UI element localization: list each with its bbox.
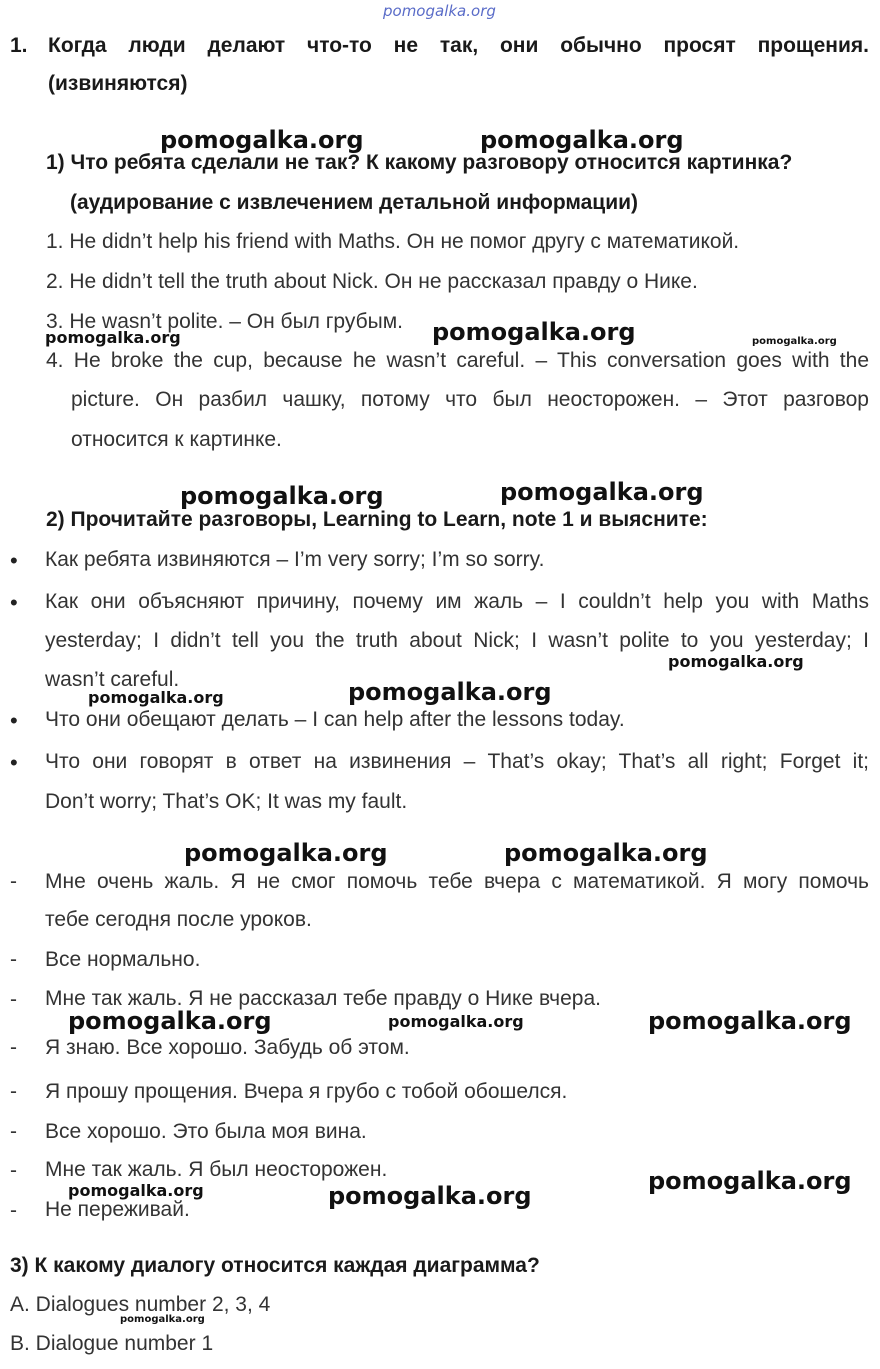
watermark: pomogalka.org bbox=[45, 328, 181, 347]
list-item-continuation: picture. Он разбил чашку, потому что был неосторожен. – Этот разговор bbox=[71, 388, 869, 411]
dialogue-dash: - bbox=[10, 948, 17, 971]
watermark: pomogalka.org bbox=[68, 1181, 204, 1200]
watermark: pomogalka.org bbox=[648, 1167, 852, 1195]
part1-subheading: (аудирование с извлечением детальной информации) bbox=[70, 191, 639, 214]
bullet-item: Что они говорят в ответ на извинения – That’s okay; That’s all right; Forget it; bbox=[45, 750, 869, 773]
part3-heading: 3) К какому диалогу относится каждая диаграмма? bbox=[10, 1254, 540, 1277]
answer-item: A. Dialogues number 2, 3, 4 bbox=[10, 1293, 271, 1316]
bullet-dot: • bbox=[10, 590, 18, 615]
dialogue-line: Не переживай. bbox=[45, 1198, 190, 1221]
dialogue-dash: - bbox=[10, 1120, 17, 1143]
watermark-top: pomogalka.org bbox=[383, 2, 496, 20]
dialogue-line: Я знаю. Все хорошо. Забудь об этом. bbox=[45, 1036, 410, 1059]
bullet-item-continuation: wasn’t careful. bbox=[45, 668, 180, 691]
watermark: pomogalka.org bbox=[68, 1007, 272, 1035]
dialogue-line-continuation: тебе сегодня после уроков. bbox=[45, 908, 312, 931]
watermark: pomogalka.org bbox=[480, 126, 684, 154]
section-number: 1. bbox=[10, 34, 28, 57]
dialogue-dash: - bbox=[10, 988, 17, 1011]
dialogue-line: Я прошу прощения. Вчера я грубо с тобой обошелся. bbox=[45, 1080, 568, 1103]
dialogue-line: Все хорошо. Это была моя вина. bbox=[45, 1120, 367, 1143]
watermark: pomogalka.org bbox=[160, 126, 364, 154]
list-item: 1. He didn’t help his friend with Maths. Он не помог другу с математикой. bbox=[46, 230, 740, 253]
bullet-item-continuation: Don’t worry; That’s OK; It was my fault. bbox=[45, 790, 408, 813]
watermark: pomogalka.org bbox=[120, 1314, 205, 1325]
watermark: pomogalka.org bbox=[180, 482, 384, 510]
bullet-item: Как ребята извиняются – I’m very sorry; I’m so sorry. bbox=[45, 548, 545, 571]
watermark: pomogalka.org bbox=[648, 1007, 852, 1035]
section-title-line2: (извиняются) bbox=[48, 72, 188, 95]
dialogue-line: Мне так жаль. Я не рассказал тебе правду о Нике вчера. bbox=[45, 987, 601, 1010]
watermark: pomogalka.org bbox=[504, 839, 708, 867]
watermark: pomogalka.org bbox=[348, 678, 552, 706]
watermark: pomogalka.org bbox=[752, 336, 837, 347]
bullet-item: Как они объясняют причину, почему им жаль – I couldn’t help you with Maths bbox=[45, 590, 869, 613]
watermark: pomogalka.org bbox=[328, 1182, 532, 1210]
watermark: pomogalka.org bbox=[500, 478, 704, 506]
watermark: pomogalka.org bbox=[388, 1012, 524, 1031]
watermark: pomogalka.org bbox=[668, 652, 804, 671]
list-item: 2. He didn’t tell the truth about Nick. Он не рассказал правду о Нике. bbox=[46, 270, 698, 293]
dialogue-line: Все нормально. bbox=[45, 948, 201, 971]
part1-heading: 1) Что ребята сделали не так? К какому разговору относится картинка? bbox=[46, 151, 793, 174]
dialogue-line: Мне так жаль. Я был неосторожен. bbox=[45, 1158, 388, 1181]
list-item: 3. He wasn’t polite. – Он был грубым. bbox=[46, 310, 403, 333]
watermark: pomogalka.org bbox=[184, 839, 388, 867]
dialogue-dash: - bbox=[10, 1080, 17, 1103]
dialogue-dash: - bbox=[10, 870, 17, 893]
bullet-dot: • bbox=[10, 708, 18, 733]
dialogue-dash: - bbox=[10, 1159, 17, 1182]
dialogue-line: Мне очень жаль. Я не смог помочь тебе вчера с математикой. Я могу помочь bbox=[45, 870, 869, 893]
bullet-dot: • bbox=[10, 548, 18, 573]
list-item: 4. He broke the cup, because he wasn’t careful. – This conversation goes with the bbox=[46, 349, 869, 372]
section-title-line1: Когда люди делают что-то не так, они обычно просят прощения. bbox=[48, 34, 869, 57]
bullet-dot: • bbox=[10, 750, 18, 775]
bullet-item: Что они обещают делать – I can help after the lessons today. bbox=[45, 708, 625, 731]
bullet-item-continuation: yesterday; I didn’t tell you the truth about Nick; I wasn’t polite to you yesterday; I bbox=[45, 629, 869, 652]
dialogue-dash: - bbox=[10, 1199, 17, 1222]
list-item-continuation: относится к картинке. bbox=[71, 428, 282, 451]
answer-item: B. Dialogue number 1 bbox=[10, 1332, 214, 1355]
part2-heading: 2) Прочитайте разговоры, Learning to Learn, note 1 и выясните: bbox=[46, 508, 708, 531]
watermark: pomogalka.org bbox=[88, 688, 224, 707]
watermark: pomogalka.org bbox=[432, 318, 636, 346]
dialogue-dash: - bbox=[10, 1036, 17, 1059]
